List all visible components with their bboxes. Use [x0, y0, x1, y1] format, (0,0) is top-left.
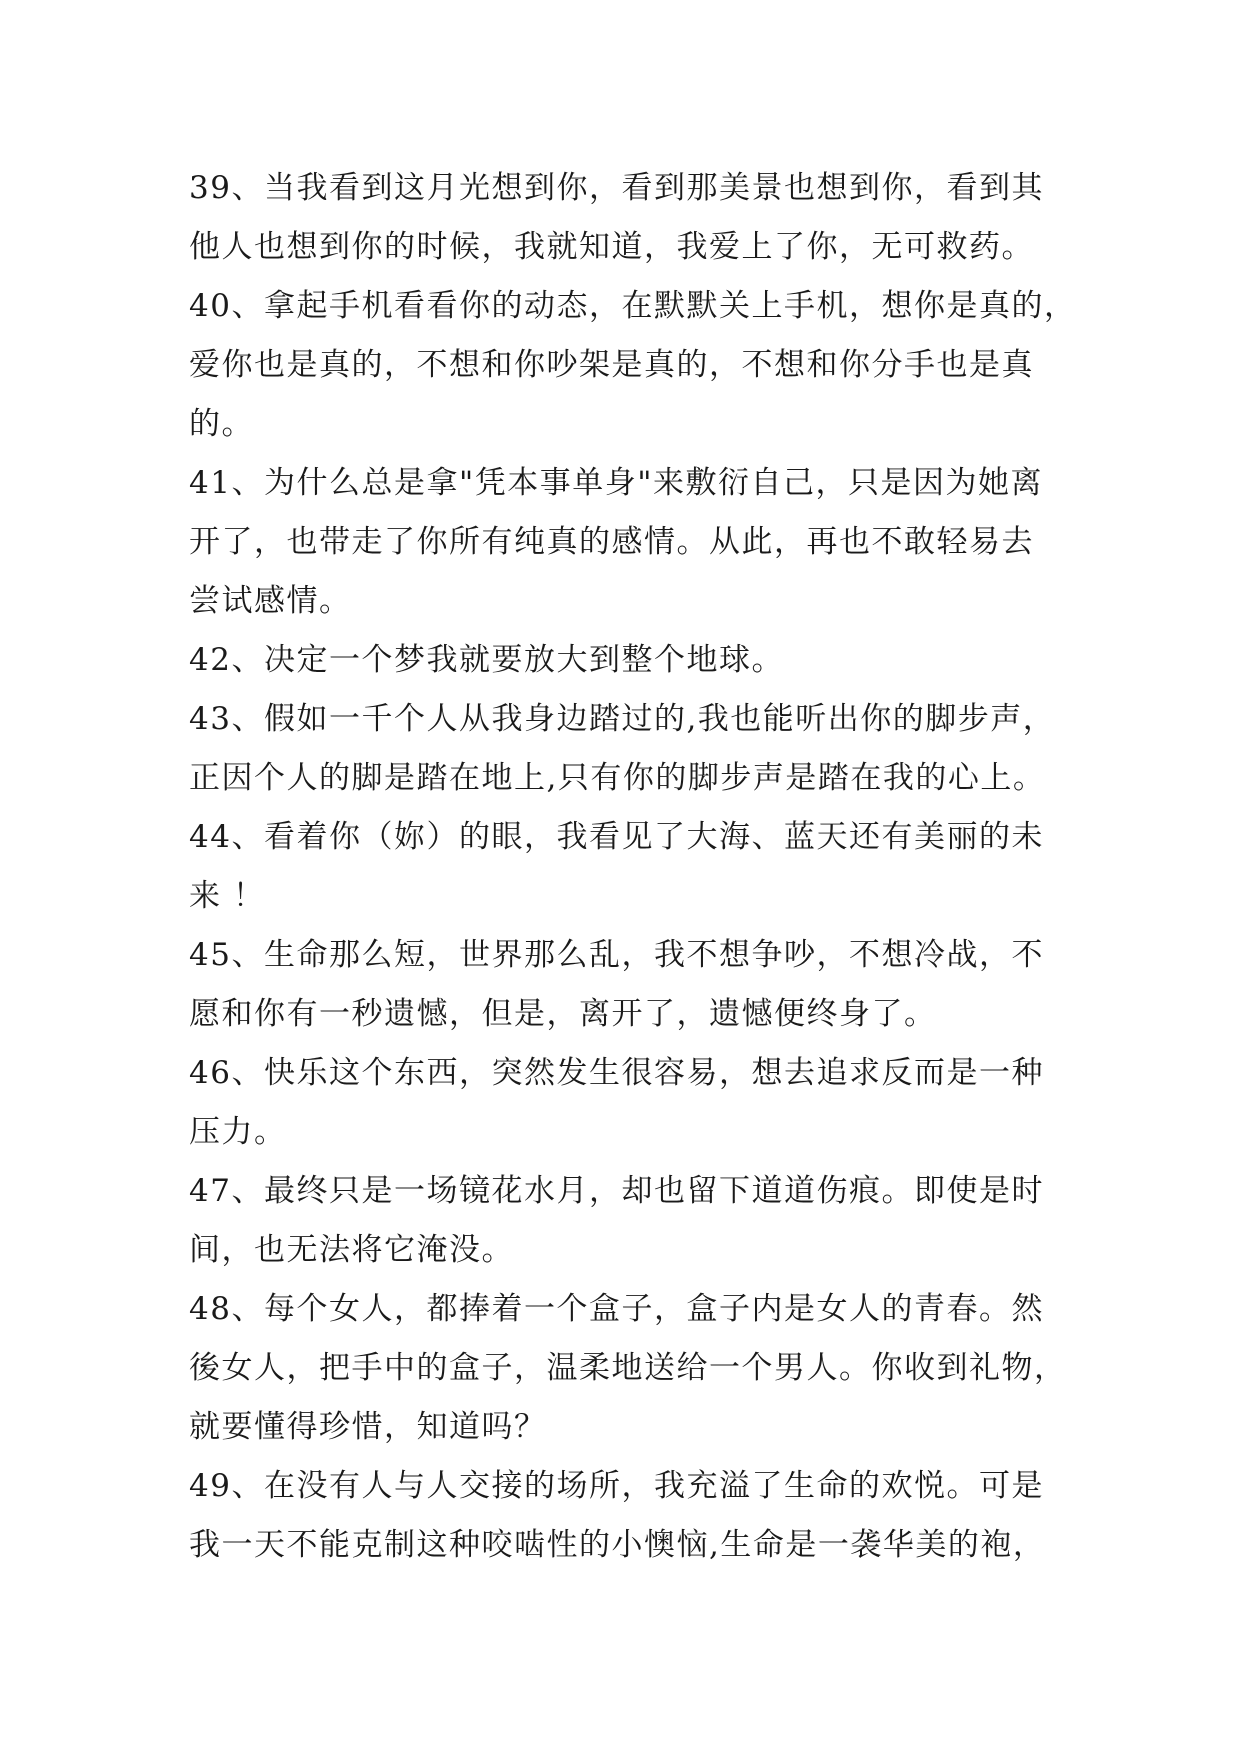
- text-line: 来 ！: [189, 878, 266, 914]
- text-line: 尝试感情。: [189, 583, 352, 619]
- text-line: 愿和你有一秒遗憾，但是，离开了，遗憾便终身了。: [189, 996, 937, 1032]
- text-line: 46、快乐这个东西，突然发生很容易，想去追求反而是一种: [189, 1055, 1044, 1091]
- text-line: 44、看着你（妳）的眼，我看见了大海、蓝天还有美丽的未: [189, 819, 1044, 855]
- text-line: 後女人，把手中的盒子，温柔地送给一个男人。你收到礼物，: [189, 1350, 1067, 1386]
- text-line: 43、假如一千个人从我身边踏过的,我也能听出你的脚步声，: [189, 701, 1056, 737]
- text-line: 正因个人的脚是踏在地上,只有你的脚步声是踏在我的心上。: [189, 760, 1046, 796]
- text-line: 48、每个女人，都捧着一个盒子，盒子内是女人的青春。然: [189, 1291, 1044, 1327]
- text-line: 我一天不能克制这种咬啮性的小懊恼,生命是一袭华美的袍，: [189, 1527, 1046, 1563]
- text-line: 爱你也是真的，不想和你吵架是真的，不想和你分手也是真: [189, 347, 1034, 383]
- text-line: 49、在没有人与人交接的场所，我充溢了生命的欢悦。可是: [189, 1468, 1044, 1504]
- text-line: 压力。: [189, 1114, 287, 1150]
- text-line: 45、生命那么短，世界那么乱，我不想争吵，不想冷战，不: [189, 937, 1044, 973]
- text-line: 他人也想到你的时候，我就知道，我爱上了你，无可救药。: [189, 229, 1034, 265]
- text-line: 41、为什么总是拿"凭本事单身"来敷衍自己，只是因为她离: [189, 465, 1043, 501]
- text-line: 39、当我看到这月光想到你，看到那美景也想到你，看到其: [189, 170, 1044, 206]
- text-line: 47、最终只是一场镜花水月，却也留下道道伤痕。即使是时: [189, 1173, 1044, 1209]
- text-line: 42、决定一个梦我就要放大到整个地球。: [189, 642, 784, 678]
- document-body: [189, 159, 1089, 1575]
- text-line: 的。: [189, 406, 254, 442]
- text-line: 间，也无法将它淹没。: [189, 1232, 514, 1268]
- text-line: 40、拿起手机看看你的动态，在默默关上手机，想你是真的，: [189, 288, 1077, 324]
- text-line: 就要懂得珍惜，知道吗？: [189, 1409, 547, 1445]
- text-line: 开了，也带走了你所有纯真的感情。从此，再也不敢轻易去: [189, 524, 1034, 560]
